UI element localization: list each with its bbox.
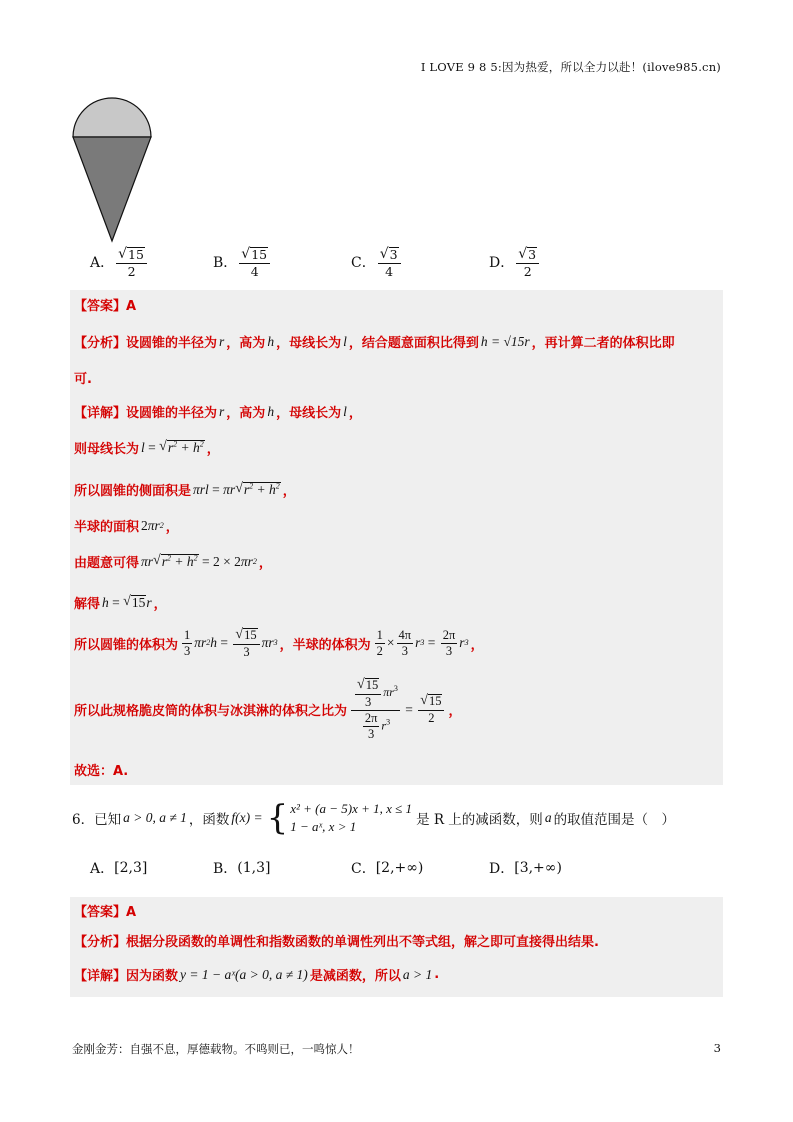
q5-line-volumes: 所以圆锥的体积为 $\frac{1}{3}$ πr 2 h = √ 15 3 πr 3 ，半球的体积为 $\frac{1}{2}$ × $\frac{4\pi}{3}$ r 3 = $\frac{2\pi}{3}$ r 3 ， — [74, 627, 484, 659]
q5-answer: 【答案】A — [74, 299, 137, 314]
q6-option-a[interactable]: A． [2,3] — [90, 860, 148, 877]
q5-line-lateral: 所以圆锥的侧面积是 πrl = πr √ $r^2 + h^2$ ， — [74, 480, 296, 499]
page-number: 3 — [713, 1041, 721, 1055]
q6-option-b[interactable]: B． (1,3] — [213, 860, 271, 877]
q6-solution-box — [70, 897, 723, 997]
q6-option-c[interactable]: C． [2,+∞) — [351, 860, 424, 877]
q5-detail: 【详解】 设圆锥的半径为 r ，高为 h ，母线长为 l ， — [74, 403, 362, 421]
q5-analysis: 【分析】 设圆锥的半径为 r ，高为 h ，母线长为 l ，结合题意面积比得到 h = √15r ，再计算二者的体积比即 — [74, 333, 675, 351]
q6-answer: 【答案】A — [74, 905, 137, 920]
q5-option-c[interactable]: C． √ 3 4 — [351, 247, 489, 278]
q5-options — [90, 247, 541, 278]
q6-analysis: 【分析】根据分段函数的单调性和指数函数的单调性列出不等式组，解之即可直接得出结果. — [74, 935, 599, 950]
hemisphere — [73, 98, 151, 137]
q6-option-d[interactable]: D． [3,+∞) — [489, 860, 562, 877]
q5-line-solve: 解得 h = √ 15 r ， — [74, 593, 167, 612]
q5-line-hemisphere: 半球的面积 2 πr 2 ， — [74, 517, 179, 535]
q5-choice: 故选：A. — [74, 764, 129, 779]
q5-option-b[interactable]: B． √ 15 4 — [213, 247, 351, 278]
q5-option-d[interactable]: D． √ 3 2 — [489, 247, 541, 278]
q6-detail: 【详解】因为函数 y = 1 − aˣ(a > 0, a ≠ 1) 是减函数，所以 a > 1 . — [74, 966, 440, 984]
cone — [73, 137, 151, 241]
q5-analysis-cont: 可. — [74, 372, 92, 387]
q5-line-slant: 则母线长为 l = √ $r^2 + h^2$ ， — [74, 438, 220, 457]
q5-option-a[interactable]: A． √ 15 2 — [90, 247, 213, 278]
footer-motto: 金刚金芳：自强不息，厚德载物。不鸣则已，一鸣惊人！ — [72, 1042, 360, 1056]
q5-line-given: 由题意可得 πr √ $r^2 + h^2$ = 2 × 2 πr 2 ， — [74, 552, 272, 571]
page-header: I LOVE 9 8 5:因为热爱，所以全力以赴！(ilove985.cn) — [420, 60, 721, 74]
q5-solution-box — [70, 290, 723, 785]
q6-options — [90, 858, 562, 878]
question-6: 6．已知 a > 0, a ≠ 1 ，函数 f(x) = { x² + (a − 5)x + 1, x ≤ 1 1 − aˣ, x > 1 是 R 上的减函数，则 a 的取值范围是（ ） — [72, 797, 676, 838]
ice-cream-cone-figure — [70, 96, 154, 244]
q5-line-ratio: 所以此规格脆皮筒的体积与冰淇淋的体积之比为 √ 15 3 $\pi r^3$ $\frac{2\pi}{3}$ $r^3$ = √ 15 2 ， — [74, 677, 462, 741]
